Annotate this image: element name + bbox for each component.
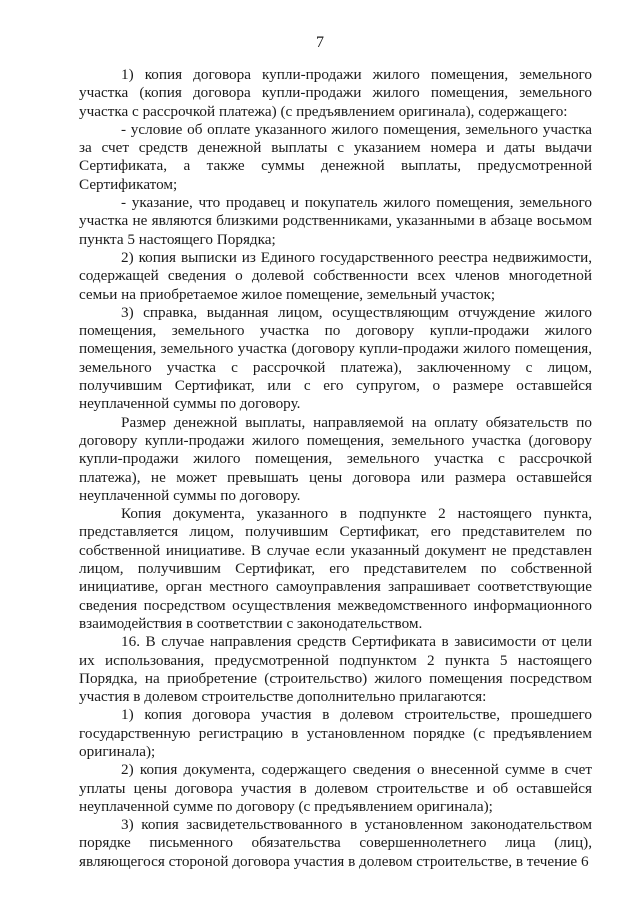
paragraph-4: 2) копия выписки из Единого государственного реестра недвижимости, содержащей сведения о долевой собственности всех членов многодетной семьи на приобретаемое жилое помещение, земельный участок;: [79, 248, 592, 303]
page-number: 7: [316, 34, 324, 51]
paragraph-8: 16. В случае направления средств Сертификата в зависимости от цели их использования, предусмотренной подпунктом 2 пункта 5 настоящего Порядка, на приобретение (строительство) жилого помещения посредством участия в долевом строительстве дополнительно прилагаются:: [79, 633, 592, 706]
paragraph-3: - указание, что продавец и покупатель жилого помещения, земельного участка не являются близкими родственниками, указанными в абзаце восьмом пункта 5 настоящего Порядка;: [79, 194, 592, 248]
paragraph-10: 2) копия документа, содержащего сведения о внесенной сумме в счет уплаты цены договора участия в долевом строительстве и об оставшейся неуплаченной сумме по договору (с предъявлением оригинала);: [79, 761, 592, 815]
paragraph-9: 1) копия договора участия в долевом строительстве, прошедшего государственную регистрацию в установленном порядке (с предъявлением оригинала);: [79, 706, 592, 760]
paragraph-1: 1) копия договора купли-продажи жилого помещения, земельного участка (копия договора купли-продажи жилого помещения, земельного участка с рассрочкой платежа) (с предъявлением оригинала), содержащего:: [79, 66, 592, 120]
document-body: [79, 66, 592, 871]
paragraph-5: 3) справка, выданная лицом, осуществляющим отчуждение жилого помещения, земельного участка по договору купли-продажи жилого помещения, земельного участка (договору купли-продажи жилого помещения, земельного участка с рассрочкой платежа), заключенному с лицом, получившим Сертификат, или с его супругом, о размере оставшейся неуплаченной суммы по договору.: [79, 303, 592, 413]
paragraph-11: 3) копия засвидетельствованного в установленном законодательством порядке письменного обязательства совершеннолетнего лица (лиц), являющегося стороной договора участия в долевом строительстве, в течение 6: [79, 816, 592, 870]
paragraph-2: - условие об оплате указанного жилого помещения, земельного участка за счет средств денежной выплаты с указанием номера и даты выдачи Сертификата, а также суммы денежной выплаты, предусмотренной Сертификатом;: [79, 120, 592, 193]
paragraph-7: Копия документа, указанного в подпункте 2 настоящего пункта, представляется лицом, получившим Сертификат, его представителем по собственной инициативе. В случае если указанный документ не представлен лицом, получившим Сертификат, его представителем по собственной инициативе, орган местного самоуправления запрашивает соответствующие сведения посредством осуществления межведомственного информационного взаимодействия в соответствии с законодательством.: [79, 505, 592, 632]
paragraph-6: Размер денежной выплаты, направляемой на оплату обязательств по договору купли-продажи жилого помещения, земельного участка (договору купли-продажи жилого помещения, земельного участка с рассрочкой платежа), не может превышать цены договора или размера оставшейся неуплаченной суммы по договору.: [79, 413, 592, 504]
